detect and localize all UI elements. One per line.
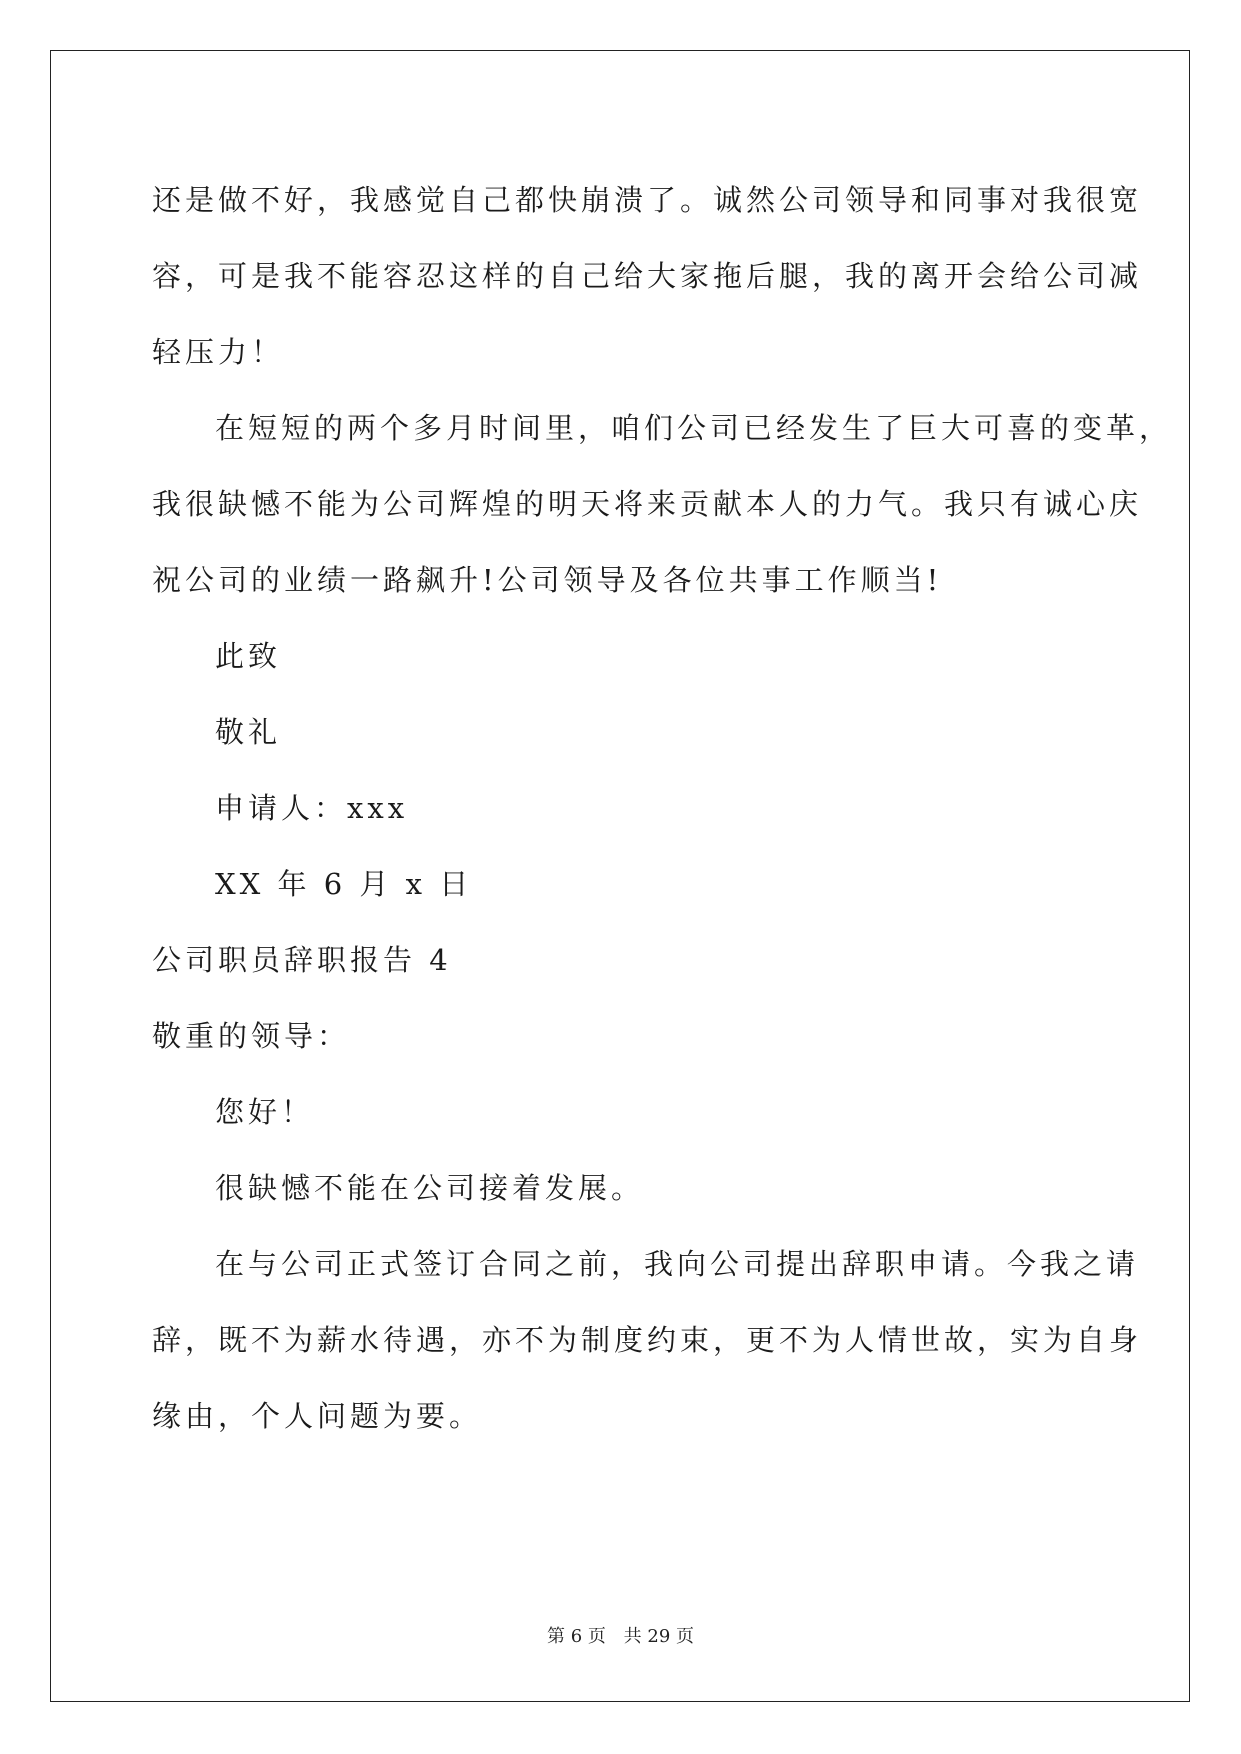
page-total: 共 29 页 (623, 1626, 694, 1647)
greeting-addressee: 敬重的领导： (152, 1019, 351, 1053)
closing-salutation: 此致 (215, 639, 282, 673)
date-line: XX 年 6 月 x 日 (215, 867, 473, 901)
document-body (152, 162, 1173, 1454)
text-line-1: 还是做不好，我感觉自己都快崩溃了。诚然公司领导和同事对我很宽 (152, 183, 1143, 217)
section-heading: 公司职员辞职报告 4 (152, 943, 452, 977)
text-line-2: 容，可是我不能容忍这样的自己给大家拖后腿，我的离开会给公司减 (152, 259, 1143, 293)
text-line-5: 我很缺憾不能为公司辉煌的明天将来贡献本人的力气。我只有诚心庆 (152, 487, 1143, 521)
text-line-4: 在短短的两个多月时间里，咱们公司已经发生了巨大可喜的变革， (215, 411, 1173, 445)
applicant-line: 申请人：xxx (215, 791, 409, 825)
page-footer (0, 1622, 1241, 1648)
closing-regards: 敬礼 (215, 715, 282, 749)
text-line-17: 缘由，个人问题为要。 (152, 1399, 483, 1433)
text-line-15: 在与公司正式签订合同之前，我向公司提出辞职申请。今我之请 (215, 1247, 1140, 1281)
text-line-3: 轻压力！ (152, 335, 285, 369)
text-line-6: 祝公司的业绩一路飙升!公司领导及各位共事工作顺当! (152, 563, 943, 597)
text-line-14: 很缺憾不能在公司接着发展。 (215, 1171, 645, 1205)
greeting-hello: 您好！ (215, 1095, 315, 1129)
text-line-16: 辞，既不为薪水待遇，亦不为制度约束，更不为人情世故，实为自身 (152, 1323, 1143, 1357)
page-number: 第 6 页 (547, 1626, 606, 1647)
